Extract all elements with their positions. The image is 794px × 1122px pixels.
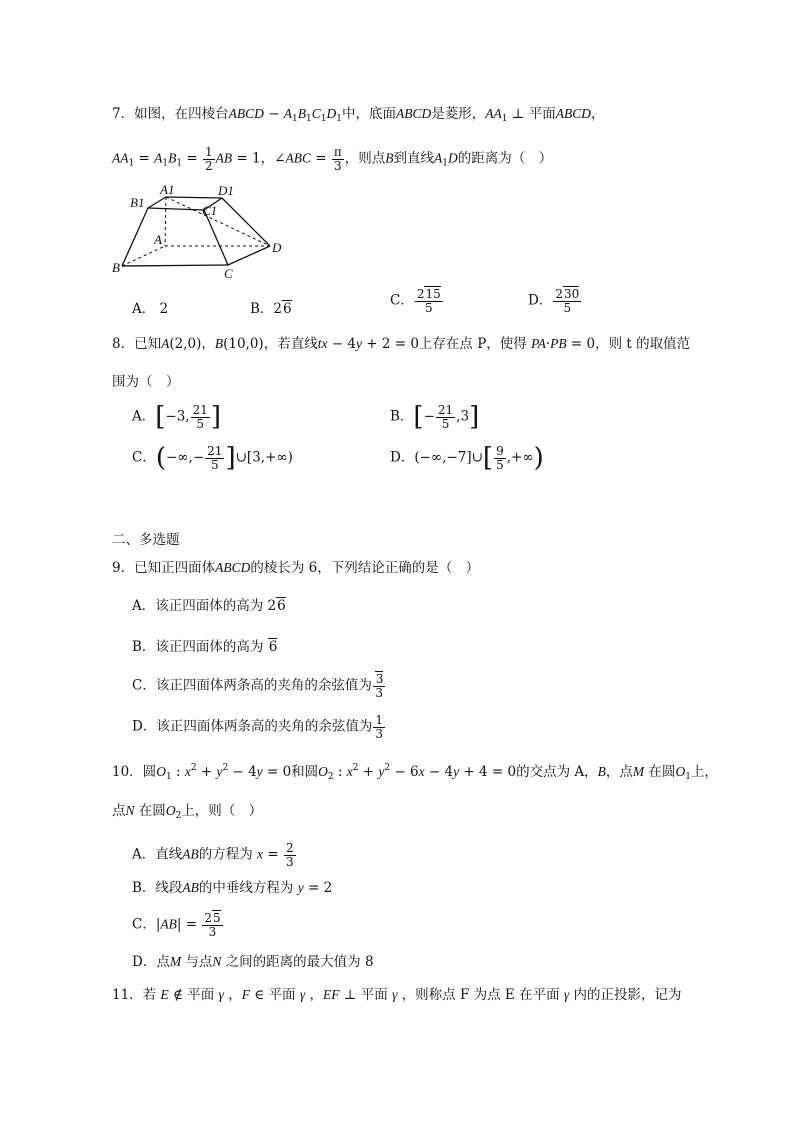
q9-option-a[interactable]: A．该正四面体的高为 26 <box>132 598 286 614</box>
label-b: B <box>112 260 120 275</box>
label-b1: B1 <box>130 195 145 210</box>
q8-option-d[interactable]: D．(−∞,−7]∪[ $\frac{9}{5}$ ,+∞) <box>390 443 544 473</box>
q7-option-d[interactable]: D． $\frac{230}{5}$ <box>528 287 580 315</box>
q10-option-a[interactable]: A．直线AB的方程为 x = $\frac{2}{3}$ <box>132 841 294 869</box>
q7-line1: 7．如图，在四棱台ABCD − $A_1B_1C_1D_1$中，底面ABCD是菱形，$AA_1$ ⊥ 平面ABCD， <box>112 106 605 124</box>
q7-line2: $AA_1 = A_1B_1$ = $\frac{1}{2}$ AB = 1，∠ABC = $\frac{\pi}{3}$ ，则点B到直线$A_1D$的距离为（ ） <box>112 145 553 173</box>
edge-a1-d1 <box>166 197 222 198</box>
q9-stem: 9．已知正四面体ABCD的棱长为 6，下列结论正确的是（ ） <box>112 560 480 576</box>
label-d: D <box>272 240 282 255</box>
label-d1: D1 <box>218 183 234 198</box>
q7-frustum-figure <box>110 182 290 282</box>
edge-c1-b1 <box>148 208 204 210</box>
q8-option-c[interactable]: C．(−∞,− $\frac{21}{5}$ ]∪[3,+∞) <box>132 443 293 473</box>
edge-d1-d <box>222 198 270 246</box>
q10-option-b[interactable]: B．线段AB的中垂线方程为 y = 2 <box>132 880 333 896</box>
q9-option-c[interactable]: C．该正四面体两条高的夹角的余弦值为 $\frac{3}{3}$ <box>132 672 384 700</box>
label-c1: C1 <box>202 203 218 218</box>
q7-option-a[interactable]: A． 2 <box>132 301 169 317</box>
q10-option-c[interactable]: C．|AB| = $\frac{25}{3}$ <box>132 911 221 939</box>
q10-option-d[interactable]: D．点M 与点N 之间的距离的最大值为 8 <box>132 954 374 970</box>
label-c: C <box>224 266 233 281</box>
section-title-multi-choice: 二、多选题 <box>112 532 180 548</box>
edge-b1-b <box>122 208 148 266</box>
q7-option-b[interactable]: B．26 <box>250 301 292 317</box>
edge-b-c <box>122 265 228 266</box>
q7-option-c[interactable]: C． $\frac{215}{5}$ <box>390 287 441 315</box>
q9-option-b[interactable]: B．该正四面体的高为 6 <box>132 639 278 655</box>
edge-a1-d <box>166 197 270 246</box>
q8-line1: 8．已知A(2,0)，B(10,0)，若直线tx − 4y + 2 = 0上存在点 P，使得 PA·PB = 0，则 t 的取值范 <box>112 336 691 352</box>
label-a1: A1 <box>160 182 175 197</box>
edge-a1-a <box>165 197 166 246</box>
q8-option-b[interactable]: B．[− $\frac{21}{5}$ ,3] <box>390 402 480 432</box>
edge-c1-c <box>204 210 228 265</box>
q8-line2: 围为（ ） <box>112 374 180 390</box>
q11-line1: 11．若 E ∉ 平面 γ ，F ∈ 平面 γ ，EF ⊥ 平面 γ ，则称点 F 为点 E 在平面 γ 内的正投影，记为 <box>112 987 682 1003</box>
edge-b-a <box>122 246 165 266</box>
q9-option-d[interactable]: D．该正四面体两条高的夹角的余弦值为 $\frac{1}{3}$ <box>132 713 383 741</box>
q10-line1: 10．圆$O_1$ : $x^2 + y^2 - 4y = 0$和圆$O_2$ : $x^2 + y^2 - 6x - 4y + 4 = 0$的交点为 A，B，点M 在圆$O_1$上， <box>112 763 718 782</box>
q8-option-a[interactable]: A．[−3, $\frac{21}{5}$ ] <box>132 402 222 432</box>
q10-line2: 点N 在圆$O_2$上，则（ ） <box>112 803 263 821</box>
label-a: A <box>154 232 162 247</box>
edge-b1-a1 <box>148 197 166 208</box>
edge-c-d <box>228 246 270 265</box>
